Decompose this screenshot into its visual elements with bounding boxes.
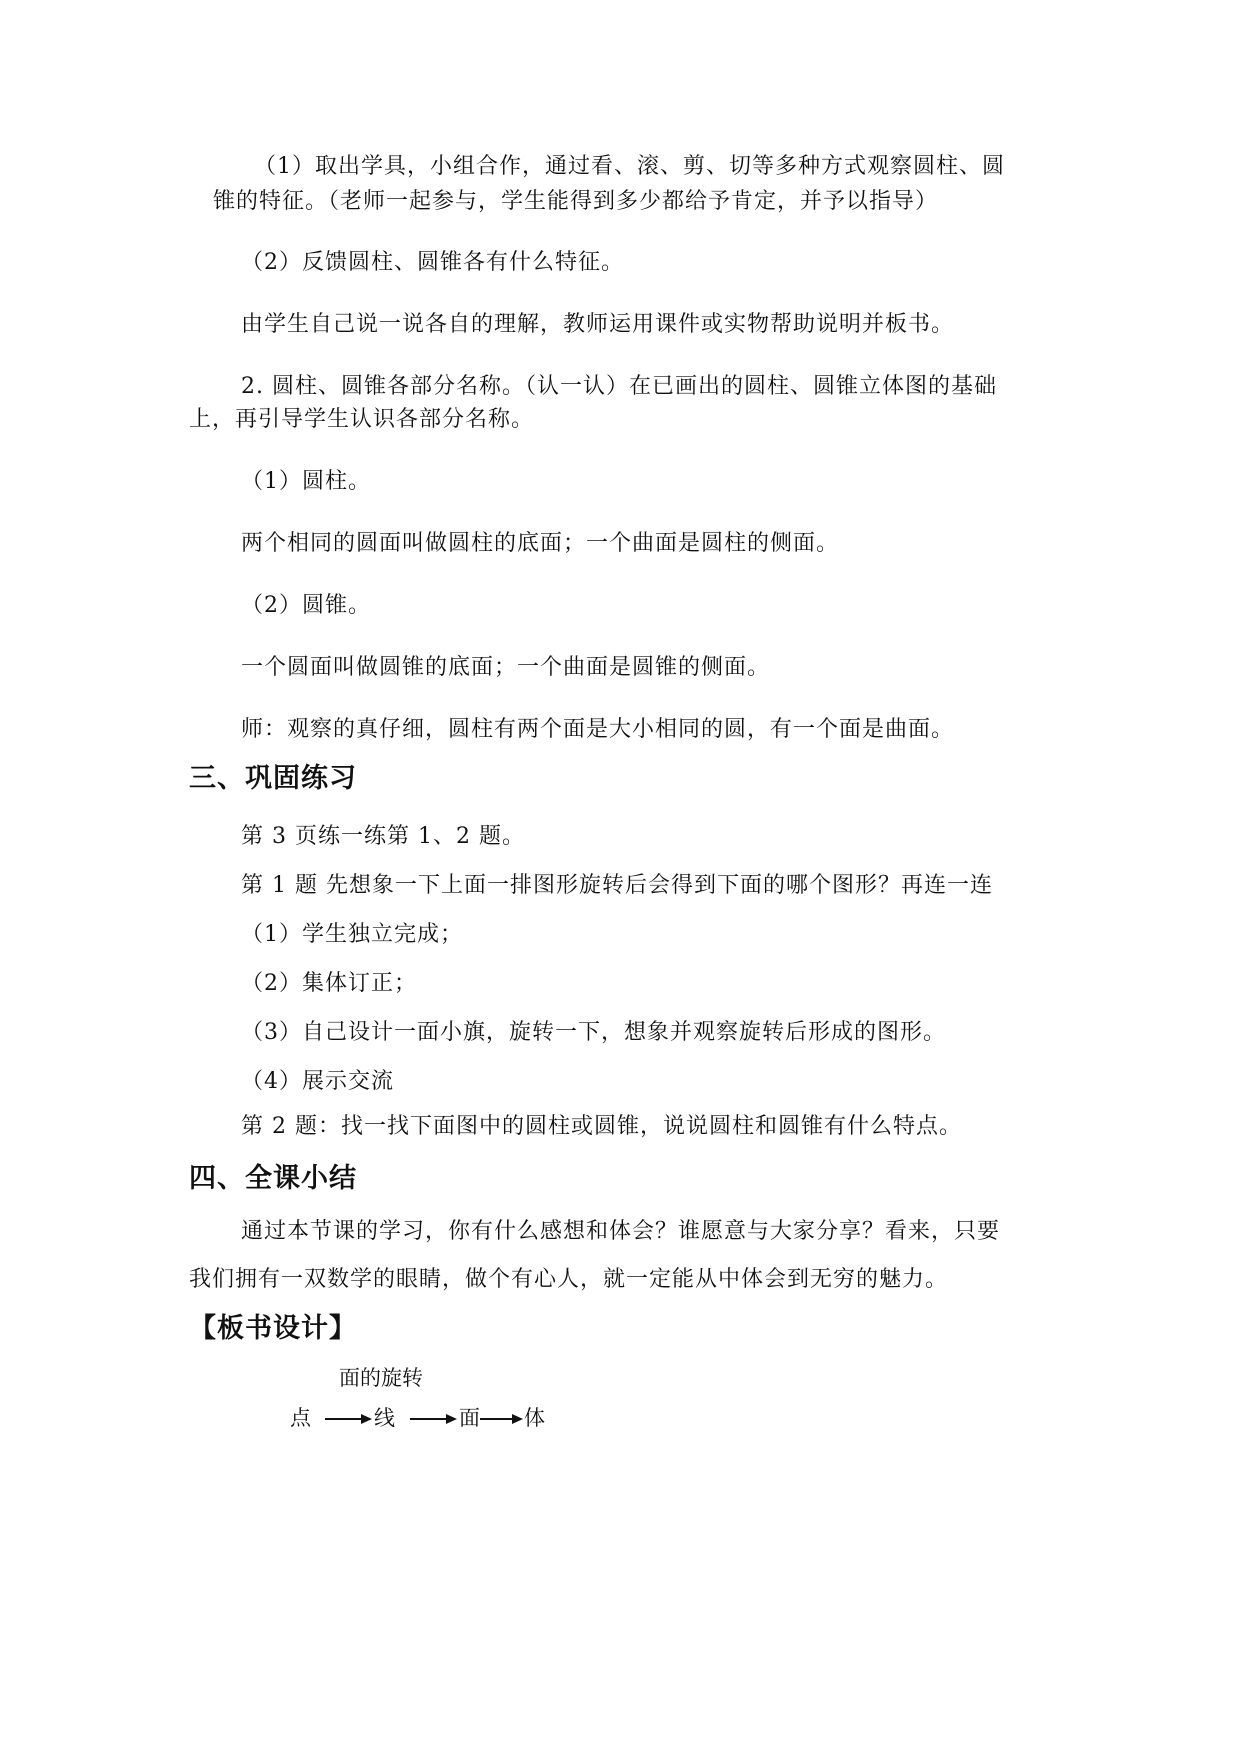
paragraph-line: （2）集体订正； [241,971,417,996]
board-design-heading: 【板书设计】 [189,1313,357,1344]
paragraph-line: 2. 圆柱、圆锥各部分名称。（认一认）在已画出的圆柱、圆锥立体图的基础 [241,374,997,399]
paragraph-line: 上，再引导学生认识各部分名称。 [189,407,535,432]
paragraph-line: 师：观察的真仔细，圆柱有两个面是大小相同的圆，有一个面是曲面。 [241,717,955,742]
board-caption: 面的旋转 [339,1366,423,1390]
paragraph-line: （2）反馈圆柱、圆锥各有什么特征。 [241,250,624,275]
paragraph-line: 我们拥有一双数学的眼睛，做个有心人，就一定能从中体会到无穷的魅力。 [189,1267,949,1292]
paragraph-line: 两个相同的圆面叫做圆柱的底面；一个曲面是圆柱的侧面。 [241,531,840,556]
section-heading: 三、巩固练习 [189,763,357,794]
board-face-label: 面 [459,1406,480,1430]
arrow-icon [410,1411,458,1427]
board-body-label: 体 [524,1406,545,1430]
paragraph-line: 第 1 题 先想象一下上面一排图形旋转后会得到下面的哪个图形？再连一连 [241,873,993,898]
arrow-icon [325,1411,373,1427]
paragraph-line: 由学生自己说一说各自的理解，教师运用课件或实物帮助说明并板书。 [241,312,955,337]
section-heading: 四、全课小结 [189,1163,357,1194]
paragraph-line: （1）圆柱。 [241,469,371,494]
paragraph-line: （3）自己设计一面小旗，旋转一下，想象并观察旋转后形成的图形。 [241,1020,946,1045]
paragraph-line: 第 3 页练一练第 1、2 题。 [241,824,525,849]
paragraph-line: （1）取出学具，小组合作，通过看、滚、剪、切等多种方式观察圆柱、圆 [254,154,1005,179]
paragraph-line: 第 2 题：找一找下面图中的圆柱或圆锥，说说圆柱和圆锥有什么特点。 [241,1114,962,1139]
board-point-label: 点 [290,1406,311,1430]
paragraph-line: 通过本节课的学习，你有什么感想和体会？谁愿意与大家分享？看来，只要 [241,1219,1001,1244]
paragraph-line: （2）圆锥。 [241,593,371,618]
paragraph-line: （4）展示交流 [241,1069,394,1094]
board-line-label: 线 [374,1406,395,1430]
paragraph-line: 锥的特征。（老师一起参与，学生能得到多少都给予肯定，并予以指导） [213,189,939,214]
paragraph-line: 一个圆面叫做圆锥的底面；一个曲面是圆锥的侧面。 [241,655,771,680]
arrow-icon [480,1411,524,1427]
paragraph-line: （1）学生独立完成； [241,922,463,947]
